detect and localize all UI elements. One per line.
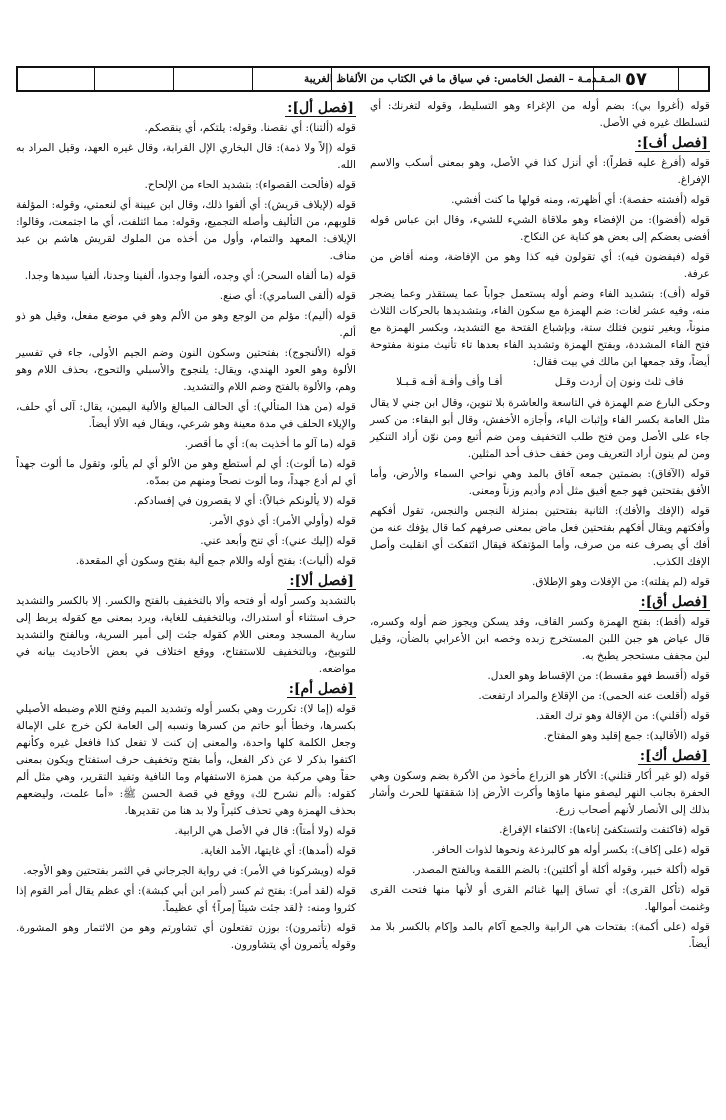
- header-cell-blank: [678, 68, 708, 90]
- entry-paragraph: قوله (على أكمة): بفتحات هي الرابية والجمع آكام بالمد وإكام بالكسر بلا مد أيضاً.: [370, 921, 710, 950]
- entry-paragraph: قوله (ولا أمتاً): قال في الأصل هي الرابية.: [174, 825, 356, 837]
- entry-paragraph: قوله (أقلعت عنه الحمى): من الإقلاع والمراد ارتفعت.: [478, 690, 710, 702]
- entry-paragraph: قوله (لإيلاف قريش): أي ألفوا ذلك، وقال ابن عيينة أي لنعمتي، وقوله: المؤلفة قلوبهم، من التأليف وأصله التجميع، وقوله: مما ائتلفت، أي ما اجتمعت، وقالوا: الإيلاف: المعهد والتمام، وأول من أخذه من الملوك لقريش هاشم بن عبد مناف.: [16, 199, 356, 262]
- page-header: [16, 66, 710, 92]
- section-heading: [16, 100, 356, 117]
- running-title: المـقـدمـة – الفصل الخامس: في سياق ما في الكتاب من الألفاظ الغريبة: [331, 68, 593, 90]
- entry-paragraph: قوله (لا يألونكم خبالاً): أي لا يقصرون في إفسادكم.: [133, 495, 356, 507]
- entry-paragraph: قوله (فألحت القصواء): بتشديد الحاء من الإلحاح.: [144, 179, 356, 191]
- entry-paragraph: قوله (ويشركونا في الأمر): في رواية الجرجاني في الثمر بفتحتين وهو الأوجه.: [23, 865, 356, 877]
- entry-paragraph: قوله (الأقاليد): جمع إقليد وهو المفتاح.: [543, 730, 710, 742]
- section-heading-text: [فصل أف]:: [636, 135, 708, 151]
- entry-paragraph: قوله (أمدها): أي غايتها، الأمد الغاية.: [200, 845, 356, 857]
- column-gutter: [356, 98, 370, 1108]
- entry-paragraph: قوله (فاكتفت ولتستكفئ إناءها): الاكتفاء الإفراغ.: [499, 824, 710, 836]
- section-heading-text: [فصل أل]:: [287, 100, 354, 116]
- entry-paragraph: قوله (وأولي الأمر): أي ذوي الأمر.: [208, 515, 356, 527]
- entry-paragraph: قوله (ما ألفاه السحر): أي وجده، ألفوا وجدوا، ألفينا وجدنا، ألفيا سيدها وجدا.: [24, 270, 356, 282]
- right-column: [370, 98, 710, 1108]
- entry-paragraph: قوله (إليك عني): أي تنح وأبعد عني.: [200, 535, 356, 547]
- entry-paragraph: قوله (أقلني): من الإقالة وهو ترك العقد.: [535, 710, 710, 722]
- section-heading-text: [فصل ألا]:: [289, 573, 354, 589]
- entry-paragraph: قوله (الألنجوج): بفتحتين وسكون النون وضم الجيم الأولى، جاء في تفسير الألوة وهو العود الهندي، ويقال: يلنجوج والأسبلي والتحوج، بحذف اللام وهو وهم، والألوة بالفتح وضم اللام والتشديد.: [16, 347, 356, 393]
- entry-paragraph: قوله (أليات): بفتح أوله واللام جمع ألية بفتح وسكون أي المقعدة.: [75, 555, 356, 567]
- entry-paragraph: قوله (أكلة خبير، وقوله أكلة أو أكلتين): بالضم اللقمة وبالفتح المصدر.: [411, 864, 710, 876]
- entry-paragraph: قوله (إما لا): تكررت وهي بكسر أوله وتشديد الميم وفتح اللام وضبطه الأصيلي بكسرها، وخطأ أبو حاتم من كسرها ونسبه إلى العامة لكن خرج على الإمالة وجعل الكلمة كلها واحدة، والمعنى إن كنت لا تفعل كذا فافعل غيره وكأنهم اكتفوا بذكر لا عن ذكر الفعل، وأما بفتح وتخفيف حرف استفتاح ويكون بمعنى حقاً وهي مركبة من همزة الاستفهام وما النافية وتفيد التقرير، وهي مثل ألم كقوله: ﴿ألم نشرح لك﴾ ووقع في قصة الحسن ﷺ: «أما علمت، وليضعهم بحذف الهمزة وهي تحذف كثيراً ولا بد هنا من تقديرها.: [16, 703, 356, 817]
- entry-paragraph: قوله (أفضوا): من الإفضاء وهو ملاقاة الشيء للشيء، وقال ابن عباس قوله أفضى بعضكم إلى بعض هو كناية عن النكاح.: [370, 214, 710, 243]
- header-cell-blank: [94, 68, 173, 90]
- entry-paragraph: بالتشديد وكسر أوله أو فتحه وألا بالتخفيف بالفتح والكسر. إلا بالكسر والتشديد حرف استثناء أو استدراك، وبالتخفيف للغاية، ويرد بمعنى مع كقوله يربط إلى سارية المسجد ومعنى اللام كقوله جئت إلى أمير السرية، وبالفتح والتشديد للتوبيخ، وبالتخفيف للاستفتاح، ووقع اختلاف في بعض الأحاديث بيانه في مواضعه.: [16, 595, 356, 675]
- entry-paragraph: قوله (لم يفلته): من الإفلات وهو الإطلاق.: [531, 576, 710, 588]
- entry-paragraph: قوله (لو غير أكار قتلني): الأكار هو الزراع مأخوذ من الأكرة بضم وسكون وهي الحفرة بجانب النهر ليصفو منها ماؤها وأكرت الأرض إذا شققتها للحرث وأشار بذلك إلى الأنصار لأنهم أصحاب زرع.: [370, 770, 710, 816]
- entry-paragraph: قوله (أفشته حفصة): أي أظهرته، ومنه قولها ما كنت أفشي.: [451, 194, 710, 206]
- entry-paragraph: قوله (تأكل القرى): أي تساق إليها غنائم القرى أو لأنها منها فتحت القرى وغنمت أموالها.: [370, 884, 710, 913]
- verse-hemistich: أفـا وأف وأفـة أفـه قـبـلا: [396, 376, 503, 388]
- entry-paragraph: قوله (ألقى السامري): أي صنع.: [219, 290, 356, 302]
- verse-hemistich: فاف ثلث ونون إن أردت وقـل: [554, 376, 684, 388]
- entry-paragraph: قوله (أغروا بي): بضم أوله من الإغراء وهو التسليط، وقوله لتغرنك: أي لتسلطك غيره في الأصل.: [370, 100, 710, 129]
- entry-paragraph: قوله (من هذا المتألي): أي الحالف المبالغ والألية اليمين، يقال: آلى أي حلف، والإيلاء الحلف في مدة معينة وهو شرعي، ويقال فيه الألا أيضاً.: [16, 401, 356, 430]
- entry-paragraph: قوله (الآفاق): بضمتين جمعه آفاق بالمد وهي نواحي السماء والأرض، وأما الأفق بفتحتين فهو جمع أفيق مثل أدم وأديم وزناً ومعنى.: [370, 468, 710, 497]
- entry-paragraph: قوله (إلاً ولا ذمة): قال البخاري الإل القرابة، وقال غيره العهد، وقيل المراد به الله.: [16, 142, 356, 171]
- header-cell-blank: [252, 68, 331, 90]
- entry-paragraph: قوله (الإفك والأفك): الثانية بفتحتين بمنزلة النجس والنجس، تقول أفكهم وأفكتهم ويقال أفكهم بفتحتين فعل ماض بمعنى صرفهم كما قال يؤفك عنه من أفك أي يصرف عنه من صرف، وأما المؤتفكة فيقال ائتفكت أي انقلبت وأصل الإفك الكذب.: [370, 505, 710, 568]
- entry-paragraph: قوله (أفرغ عليه قطراً): أي أنزل كذا في الأصل، وهو بمعنى أسكب والاسم الإفراغ.: [370, 157, 710, 186]
- section-heading: [370, 748, 710, 765]
- header-cell-blank: [18, 68, 94, 90]
- entry-paragraph: قوله (لقد أمر): بفتح ثم كسر (أمر ابن أبي كبشة): أي عظم يقال أمر القوم إذا كثروا ومنه: ﴿لقد جئت شيئاً إمراً﴾ أي عظيماً.: [16, 885, 356, 914]
- entry-paragraph: قوله (أقط): بفتح الهمزة وكسر القاف، وقد يسكن ويجوز ضم أوله وكسره، قال عياض هو جبن اللبن المستخرج زبده وخصه ابن الأعرابي بالضأن، وقيل لبن مجفف مستحجر يطبخ به.: [370, 616, 710, 662]
- poetry-verse: [370, 374, 710, 391]
- section-heading-text: [فصل أق]:: [640, 594, 708, 610]
- section-heading: [370, 135, 710, 152]
- section-heading-text: [فصل أك]:: [639, 748, 708, 764]
- entry-paragraph: قوله (أليم): مؤلم من الوجع وهو من الألم وهو في موضع مفعل، وقيل هو ذو ألم.: [16, 310, 356, 339]
- page-number: ٥٧: [593, 68, 678, 90]
- entry-paragraph: قوله (تأتمرون): بوزن تفتعلون أي تشاورتم وهو من الائتمار وهو المشورة. وقوله يأتمرون أي يتشاورون.: [16, 922, 356, 951]
- entry-paragraph: قوله (ما ألوت): أي لم أستطع وهو من الألو أي لم يألو، وتقول ما ألوت جهداً أي لم أدع جهداً، وما ألوت نصحاً ومنهم من بمدّه.: [16, 458, 356, 487]
- entry-paragraph: قوله (ما آلو ما أخذيت به): أي ما أقصر.: [184, 438, 356, 450]
- header-cell-blank: [173, 68, 252, 90]
- left-column: [16, 98, 356, 1108]
- entry-paragraph: قوله (أقسط فهو مقسط): من الإقساط وهو العدل.: [487, 670, 710, 682]
- entry-paragraph: وحكى البارع ضم الهمزة في التاسعة والعاشرة بلا تنوين، وقال ابن جني لا يقال مثل العامة بكسر الفاء وإثبات الياء، وأجازه الأخفش، وقال أبو البقاء: من كسر جاء على الأصل ومن فتح طلب التخفيف ومن ضم أتبع ومن نوّن أراد التنكير ومن لم ينون أراد التعريف ومن خفف حذف أحد المثلين.: [370, 397, 710, 460]
- section-heading: [370, 594, 710, 611]
- section-heading: [16, 573, 356, 590]
- section-heading-text: [فصل أم]:: [288, 681, 354, 697]
- text-columns: [16, 98, 710, 1108]
- section-heading: [16, 681, 356, 698]
- entry-paragraph: قوله (على إكاف): بكسر أوله هو كالبرذعة ونحوها لذوات الحافر.: [431, 844, 710, 856]
- entry-paragraph: قوله (أف): بتشديد الفاء وضم أوله يستعمل جواباً عما يستقذر وعما يضجر منه، وفيه عشر لغات: ضم الهمزة مع سكون الفاء، وبتشديدها بالحركات الثلاث منوناً، وبغير تنوين فتلك ستة، وبإشباع الفتحة مع التشديد، وبكسر الهمزة مع فتح الفاء المشددة، وبفتح الهمزة وتشديد الفاء بعدها تاء تأنيث منونة مفتوحة أيضاً، وقد جمعها ابن مالك في بيت فقال:: [370, 288, 710, 368]
- entry-paragraph: قوله (فيفضون فيه): أي تقولون فيه كذا وهو من الإفاضة، ومنه أفاض من عرفة.: [370, 251, 710, 280]
- entry-paragraph: قوله (ألتنا): أي نقصنا. وقوله: يلتكم، أي ينقصكم.: [144, 122, 356, 134]
